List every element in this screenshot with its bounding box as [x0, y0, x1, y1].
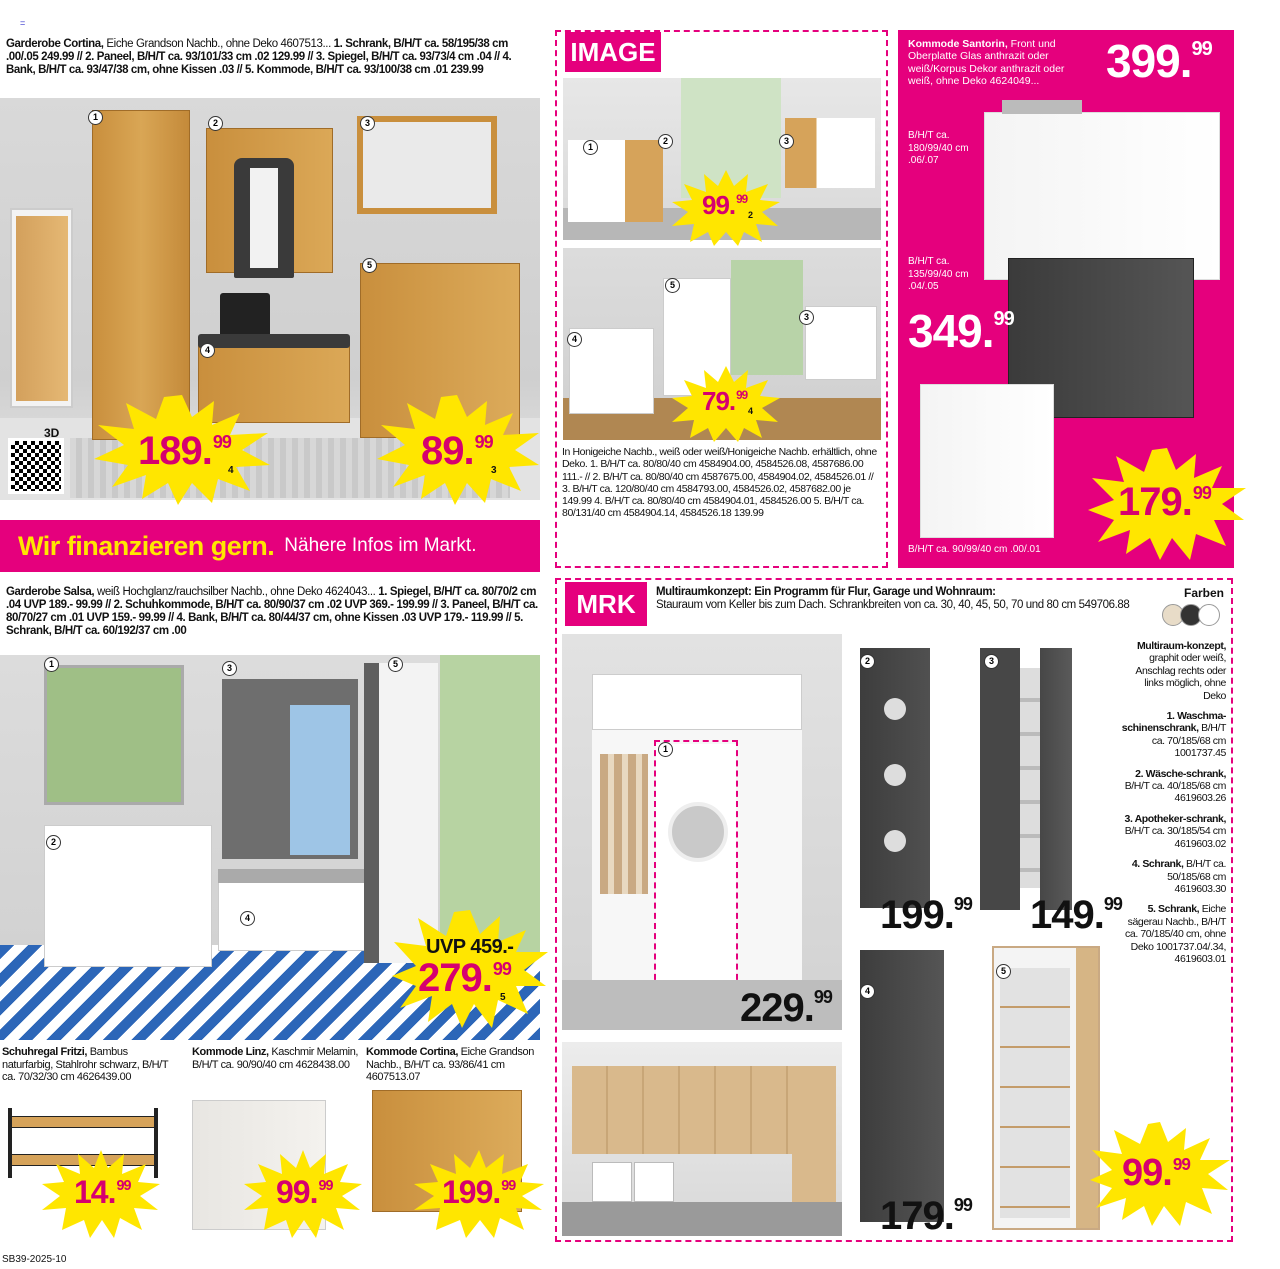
mrk-price-199: 199.99 [880, 893, 972, 937]
mrk-tag: MRK [565, 582, 647, 626]
cortina-label-2: 2 [208, 116, 223, 131]
qr-code[interactable] [8, 438, 64, 494]
price-burst-189: 189.99 4 [92, 395, 272, 505]
mrk-price-229: 229.99 [740, 986, 832, 1030]
mrk-headline: Multiraumkonzept: Ein Programm für Flur, Garage und Wohnraum: Stauraum vom Keller bis zum Dach. Schrankbreiten von ca. 30, 40, 45, 50, 70 und 80 cm 549706.88 [656, 586, 1130, 611]
price-burst-199-cortina: 199.99 [414, 1150, 544, 1238]
mrk-cabinet-4 [860, 950, 944, 1222]
mrk-cabinet-3 [980, 648, 1088, 910]
qr-3d-label: 3D [44, 426, 60, 440]
page-marker: = [20, 18, 26, 28]
cortina-label-3: 3 [360, 116, 375, 131]
image-top-label-1: 1 [583, 140, 598, 155]
salsa-label-1: 1 [44, 657, 59, 672]
mrk-label-4: 4 [860, 984, 875, 999]
price-burst-179-santorin: 179.99 [1088, 448, 1246, 560]
santorin-price-399: 399.99 [1106, 35, 1212, 87]
finance-sub: Nähere Infos im Markt. [284, 535, 477, 556]
image-bottom-label-3: 3 [799, 310, 814, 325]
cortina-cabinet [92, 110, 190, 440]
mrk-cabinet-2 [860, 648, 930, 908]
mrk-spec-column [1120, 640, 1226, 965]
mrk-laundry-photo [562, 634, 842, 1030]
price-burst-79-image: 79.99 4 [672, 366, 780, 442]
finance-banner [0, 520, 540, 572]
mrk-cabinet-5 [992, 946, 1100, 1230]
price-burst-89: 89.99 3 [375, 395, 540, 505]
color-swatch-white[interactable] [1198, 604, 1220, 626]
price-burst-99-linz: 99.99 [244, 1150, 362, 1238]
santorin-dim-2: B/H/T ca. 135/99/40 cm .04/.05 [908, 256, 969, 292]
salsa-description: Garderobe Salsa, weiß Hochglanz/rauchsilber Nachb., ohne Deko 4624043... 1. Spiegel, B/H/T ca. 80/70/2 cm .04 UVP 189.- 99.99 // 2. Schuhkommode, B/H/T ca. 80/90/37 cm .02 UVP 369.- 199.99 // 3. Paneel, B/H/T ca. 80/70/27 cm .01 UVP 159.- 99.99 // 4. Bank, B/H/T ca. 80/44/37 cm, ohne Kissen .03 UVP 179.- 119.99 // 5. Schrank, B/H/T ca. 60/192/37 cm .00 [6, 586, 538, 637]
santorin-price-349: 349.99 [908, 305, 1014, 357]
mrk-room-photo [562, 1042, 842, 1236]
santorin-description: Kommode Santorin, Front und Oberplatte Glas anthrazit oder weiß/Korpus Dekor anthrazit oder weiß, ohne Deko 4624049... [908, 38, 1065, 87]
mrk-intro: Multiraum-konzept, graphit oder weiß, Anschlag rechts oder links möglich, ohne Deko [1135, 640, 1226, 702]
cortina-description: Garderobe Cortina, Eiche Grandson Nachb., ohne Deko 4607513... 1. Schrank, B/H/T ca. 58/195/38 cm .00/.05 249.99 // 2. Paneel, B/H/T ca. 93/101/33 cm .02 129.99 // 3. Spiegel, B/H/T ca. 93/73/4 cm .04 // 4. Bank, B/H/T ca. 93/47/38 cm, ohne Kissen .03 // 5. Kommode, B/H/T ca. 93/100/38 cm .01 239.99 [6, 38, 512, 76]
mrk-label-5: 5 [996, 964, 1011, 979]
price-burst-99-mrk: 99.99 [1090, 1122, 1230, 1226]
mrk-item-1: 1. Waschma-schinenschrank, B/H/T ca. 70/185/68 cm 1001737.45 [1121, 710, 1226, 760]
salsa-label-3: 3 [222, 661, 237, 676]
cortina-kommode-description: Kommode Cortina, Eiche Grandson Nachb., B/H/T ca. 93/86/41 cm 4607513.07 [366, 1046, 534, 1083]
linz-description: Kommode Linz, Kaschmir Melamin, B/H/T ca. 90/90/40 cm 4628438.00 [192, 1046, 359, 1071]
mrk-item-2: 2. Wäsche-schrank, B/H/T ca. 40/185/68 cm 4619603.26 [1124, 767, 1226, 805]
finance-headline: Wir finanzieren gern. [18, 530, 275, 561]
santorin-dim-3: B/H/T ca. 90/99/40 cm .00/.01 [908, 544, 1041, 555]
image-bottom-label-5: 5 [665, 278, 680, 293]
salsa-label-2: 2 [46, 835, 61, 850]
fritzi-description: Schuhregal Fritzi, Bambus naturfarbig, Stahlrohr schwarz, B/H/T ca. 70/32/30 cm 4626439.00 [2, 1046, 168, 1083]
image-top-label-2: 2 [658, 134, 673, 149]
cortina-label-4: 4 [200, 343, 215, 358]
mrk-item-5: 5. Schrank, Eiche sägerau Nachb., B/H/T ca. 70/185/40 cm, ohne Deko 1001737.04/.34, 4619603.01 [1125, 903, 1226, 965]
mrk-price-179: 179.99 [880, 1194, 972, 1238]
salsa-label-4: 4 [240, 911, 255, 926]
image-bottom-label-4: 4 [567, 332, 582, 347]
footer-code: SB39-2025-10 [2, 1254, 67, 1265]
image-tag: IMAGE [565, 32, 661, 72]
salsa-uvp: UVP 459.- [426, 936, 514, 958]
mrk-colors-label: Farben [1184, 586, 1225, 600]
mrk-label-2: 2 [860, 654, 875, 669]
santorin-dim-1: B/H/T ca. 180/99/40 cm .06/.07 [908, 130, 969, 166]
price-burst-279: UVP 459.- 279.99 5 [392, 910, 548, 1028]
cortina-title: Garderobe Cortina, [6, 38, 104, 50]
price-burst-99-image: 99.99 2 [672, 170, 780, 246]
price-burst-14: 14.99 [42, 1150, 160, 1238]
mrk-price-149: 149.99 [1030, 893, 1122, 937]
cortina-label-5: 5 [362, 258, 377, 273]
image-description: In Honigeiche Nachb., weiß oder weiß/Honigeiche Nachb. erhältlich, ohne Deko. 1. B/H/T ca. 80/80/40 cm 4584904.00, 4584526.08, 4587686.00 111.- // 2. B/H/T ca. 80/80/40 cm 4587675.00, 4584904.02, 4584526.01 // 3. B/H/T ca. 120/80/40 cm 4584793.00, 4584526.02, 4587682.00 je 149.99 4. B/H/T ca. 80/80/40 cm 4584904.01, 4584526.00 5. B/H/T ca. 80/131/40 cm 4584904.14, 4584526.18 139.99 [562, 446, 877, 520]
mrk-item-3: 3. Apotheker-schrank, B/H/T ca. 30/185/54 cm 4619603.02 [1124, 812, 1226, 850]
image-top-label-3: 3 [779, 134, 794, 149]
mrk-item-4: 4. Schrank, B/H/T ca. 50/185/68 cm 4619603.30 [1131, 858, 1226, 895]
cortina-label-1: 1 [88, 110, 103, 125]
mrk-label-1: 1 [658, 742, 673, 757]
mrk-label-3: 3 [984, 654, 999, 669]
salsa-label-5: 5 [388, 657, 403, 672]
